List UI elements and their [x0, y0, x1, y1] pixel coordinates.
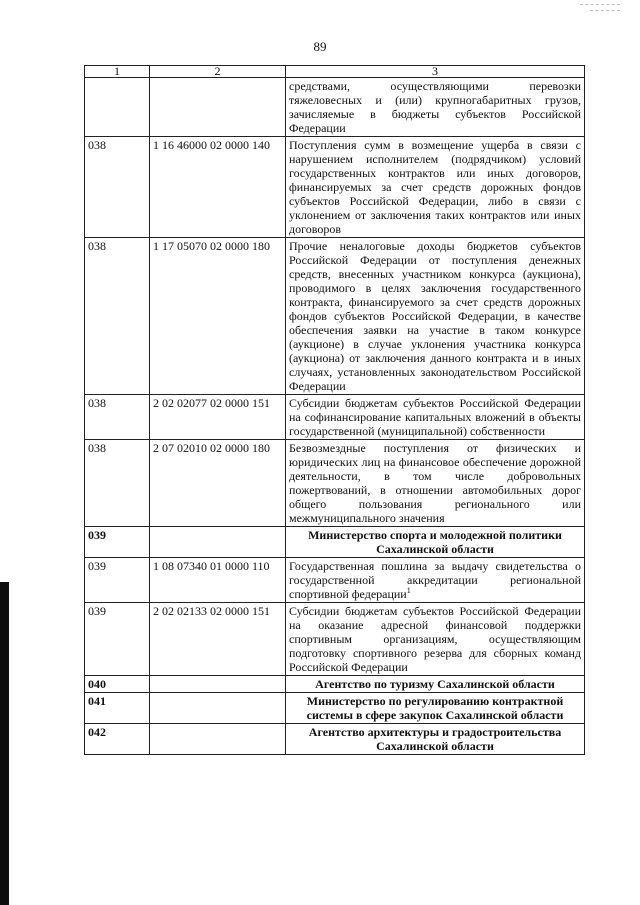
- admin-code-cell: [85, 78, 150, 137]
- revenue-code-cell: [150, 527, 286, 558]
- administrator-name-cell: Министерство спорта и молодежной политики Сахалинской области: [286, 527, 585, 558]
- admin-code-cell: 038: [85, 440, 150, 527]
- table-row: [85, 558, 585, 603]
- revenue-code-cell: [150, 676, 286, 693]
- table-row: [85, 603, 585, 676]
- header-cell-3: 3: [286, 66, 585, 78]
- table-row-section: [85, 693, 585, 724]
- revenue-code-cell: [150, 724, 286, 755]
- admin-code-cell: 038: [85, 238, 150, 395]
- table-row: [85, 137, 585, 238]
- revenue-description-cell: средствами, осуществляющими перевозки тяжеловесных и (или) крупногабаритных грузов, зачисляемые в бюджеты субъектов Российской Федерации: [286, 78, 585, 137]
- revenue-code-cell: [150, 78, 286, 137]
- admin-code-cell: 041: [85, 693, 150, 724]
- scan-edge-bar: [0, 582, 9, 905]
- administrator-name-cell: Министерство по регулированию контрактной системы в сфере закупок Сахалинской области: [286, 693, 585, 724]
- admin-code-cell: 040: [85, 676, 150, 693]
- revenue-codes-table: [84, 65, 585, 755]
- admin-code-cell: 039: [85, 603, 150, 676]
- header-cell-1: 1: [85, 66, 150, 78]
- admin-code-cell: 038: [85, 137, 150, 238]
- administrator-name-cell: Агентство архитектуры и градостроительства Сахалинской области: [286, 724, 585, 755]
- header-cell-2: 2: [150, 66, 286, 78]
- revenue-code-cell: 1 17 05070 02 0000 180: [150, 238, 286, 395]
- revenue-description-cell: Прочие неналоговые доходы бюджетов субъектов Российской Федерации от поступления денежных средств, внесенных участником конкурса (аукциона), проводимого в целях заключения государственного контракта, финансируемого за счет средств дорожных фондов субъектов Российской Федерации, в качестве обеспечения заявки на участие в таком конкурсе (аукционе) в случае уклонения участника конкурса (аукциона) от заключения данного контракта и в иных случаях, установленных законодательством Российской Федерации: [286, 238, 585, 395]
- table-row-section: [85, 724, 585, 755]
- table-row-section: [85, 527, 585, 558]
- admin-code-cell: 038: [85, 395, 150, 440]
- revenue-description-text: Государственная пошлина за выдачу свидетельства о государственной аккредитации региональной спортивной федерации: [289, 559, 581, 601]
- admin-code-cell: 039: [85, 527, 150, 558]
- revenue-description-cell: Безвозмездные поступления от физических и юридических лиц на финансовое обеспечение дорожной деятельности, в том числе добровольных пожертвований, в отношении автомобильных дорог общего пользования регионального или межмуниципального значения: [286, 440, 585, 527]
- revenue-description-cell: Субсидии бюджетам субъектов Российской Федерации на оказание адресной финансовой поддержки спортивным организациям, осуществляющим подготовку спортивного резерва для сборных команд Российской Федерации: [286, 603, 585, 676]
- administrator-name-cell: Агентство по туризму Сахалинской области: [286, 676, 585, 693]
- revenue-code-cell: 2 02 02077 02 0000 151: [150, 395, 286, 440]
- table-row-section: [85, 676, 585, 693]
- scan-artifact-line: [590, 10, 620, 13]
- revenue-description-cell: [286, 558, 585, 603]
- revenue-code-cell: 2 02 02133 02 0000 151: [150, 603, 286, 676]
- revenue-code-cell: 1 08 07340 01 0000 110: [150, 558, 286, 603]
- table-row: [85, 78, 585, 137]
- revenue-description-cell: Поступления сумм в возмещение ущерба в связи с нарушением исполнителем (подрядчиком) условий государственных контрактов или иных договоров, финансируемых за счет средств дорожных фондов субъектов Российской Федерации, либо в связи с уклонением от заключения таких контрактов или иных договоров: [286, 137, 585, 238]
- revenue-code-cell: 2 07 02010 02 0000 180: [150, 440, 286, 527]
- table-row: [85, 238, 585, 395]
- revenue-code-cell: 1 16 46000 02 0000 140: [150, 137, 286, 238]
- scan-artifact-line: [580, 4, 620, 7]
- admin-code-cell: 042: [85, 724, 150, 755]
- footnote-marker: 1: [406, 586, 411, 595]
- table-header-row: [85, 66, 585, 78]
- revenue-description-cell: Субсидии бюджетам субъектов Российской Федерации на софинансирование капитальных вложений в объекты государственной (муниципальной) собственности: [286, 395, 585, 440]
- page-number: 89: [313, 39, 327, 54]
- revenue-code-cell: [150, 693, 286, 724]
- table-row: [85, 440, 585, 527]
- table-row: [85, 395, 585, 440]
- admin-code-cell: 039: [85, 558, 150, 603]
